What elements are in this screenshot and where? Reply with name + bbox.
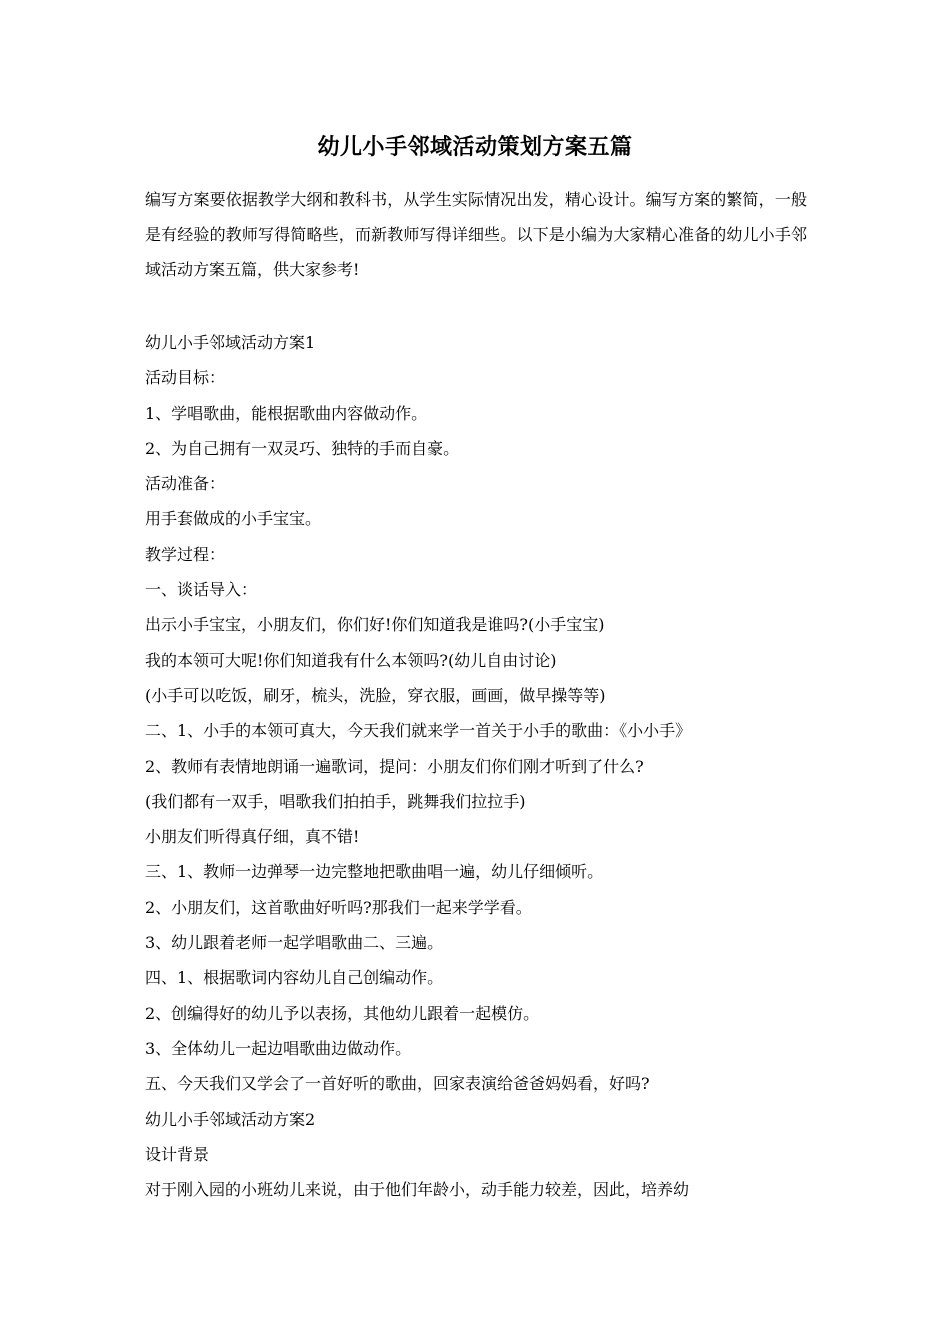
text-line: 教学过程： [145,544,226,564]
text-line: 我的本领可大呢!你们知道我有什么本领吗?(幼儿自由讨论) [145,650,557,670]
text-line: 出示小手宝宝，小朋友们，你们好!你们知道我是谁吗?(小手宝宝) [145,615,605,635]
body-text [145,325,810,1207]
text-line: 对于刚入园的小班幼儿来说，由于他们年龄小，动手能力较差，因此，培养幼 [145,1180,690,1200]
text-line: (小手可以吃饭，刷牙，梳头，洗脸，穿衣服，画画，做早操等等) [145,685,606,705]
text-line: 幼儿小手邻域活动方案1 [145,333,316,352]
text-line: 五、今天我们又学会了一首好听的歌曲，回家表演给爸爸妈妈看，好吗? [145,1074,650,1094]
text-line: 1、学唱歌曲，能根据歌曲内容做动作。 [145,403,428,423]
text-line: 2、为自己拥有一双灵巧、独特的手而自豪。 [145,438,460,458]
text-line: 用手套做成的小手宝宝。 [145,509,322,529]
document-title: 幼儿小手邻域活动策划方案五篇 [317,134,633,160]
text-line: 活动目标： [145,368,226,388]
text-line: 小朋友们听得真仔细，真不错! [145,827,360,847]
text-line: 2、小朋友们，这首歌曲好听吗?那我们一起来学学看。 [145,897,532,917]
text-line: 3、幼儿跟着老师一起学唱歌曲二、三遍。 [145,933,444,953]
text-line: 三、1、教师一边弹琴一边完整地把歌曲唱一遍，幼儿仔细倾听。 [145,862,604,882]
intro-paragraph: 编写方案要依据教学大纲和教科书，从学生实际情况出发，精心设计。编写方案的繁简，一般是有经验的教师写得简略些，而新教师写得详细些。以下是小编为大家精心准备的幼儿小手邻域活动方案五篇，供大家参考! [145,190,807,279]
text-line: 3、全体幼儿一起边唱歌曲边做动作。 [145,1038,412,1058]
text-line: 一、谈话导入： [145,580,258,600]
text-line: 活动准备： [145,474,226,494]
text-line: 二、1、小手的本领可真大，今天我们就来学一首关于小手的歌曲：《小小手》 [145,721,692,741]
text-line: 2、教师有表情地朗诵一遍歌词，提问：小朋友们你们刚才听到了什么? [145,756,644,776]
text-line: 设计背景 [145,1144,210,1164]
text-line: 2、创编得好的幼儿予以表扬，其他幼儿跟着一起模仿。 [145,1003,540,1023]
text-line: 四、1、根据歌词内容幼儿自己创编动作。 [145,968,444,988]
text-line: (我们都有一双手，唱歌我们拍拍手，跳舞我们拉拉手) [145,791,526,811]
text-line: 幼儿小手邻域活动方案2 [145,1109,316,1129]
